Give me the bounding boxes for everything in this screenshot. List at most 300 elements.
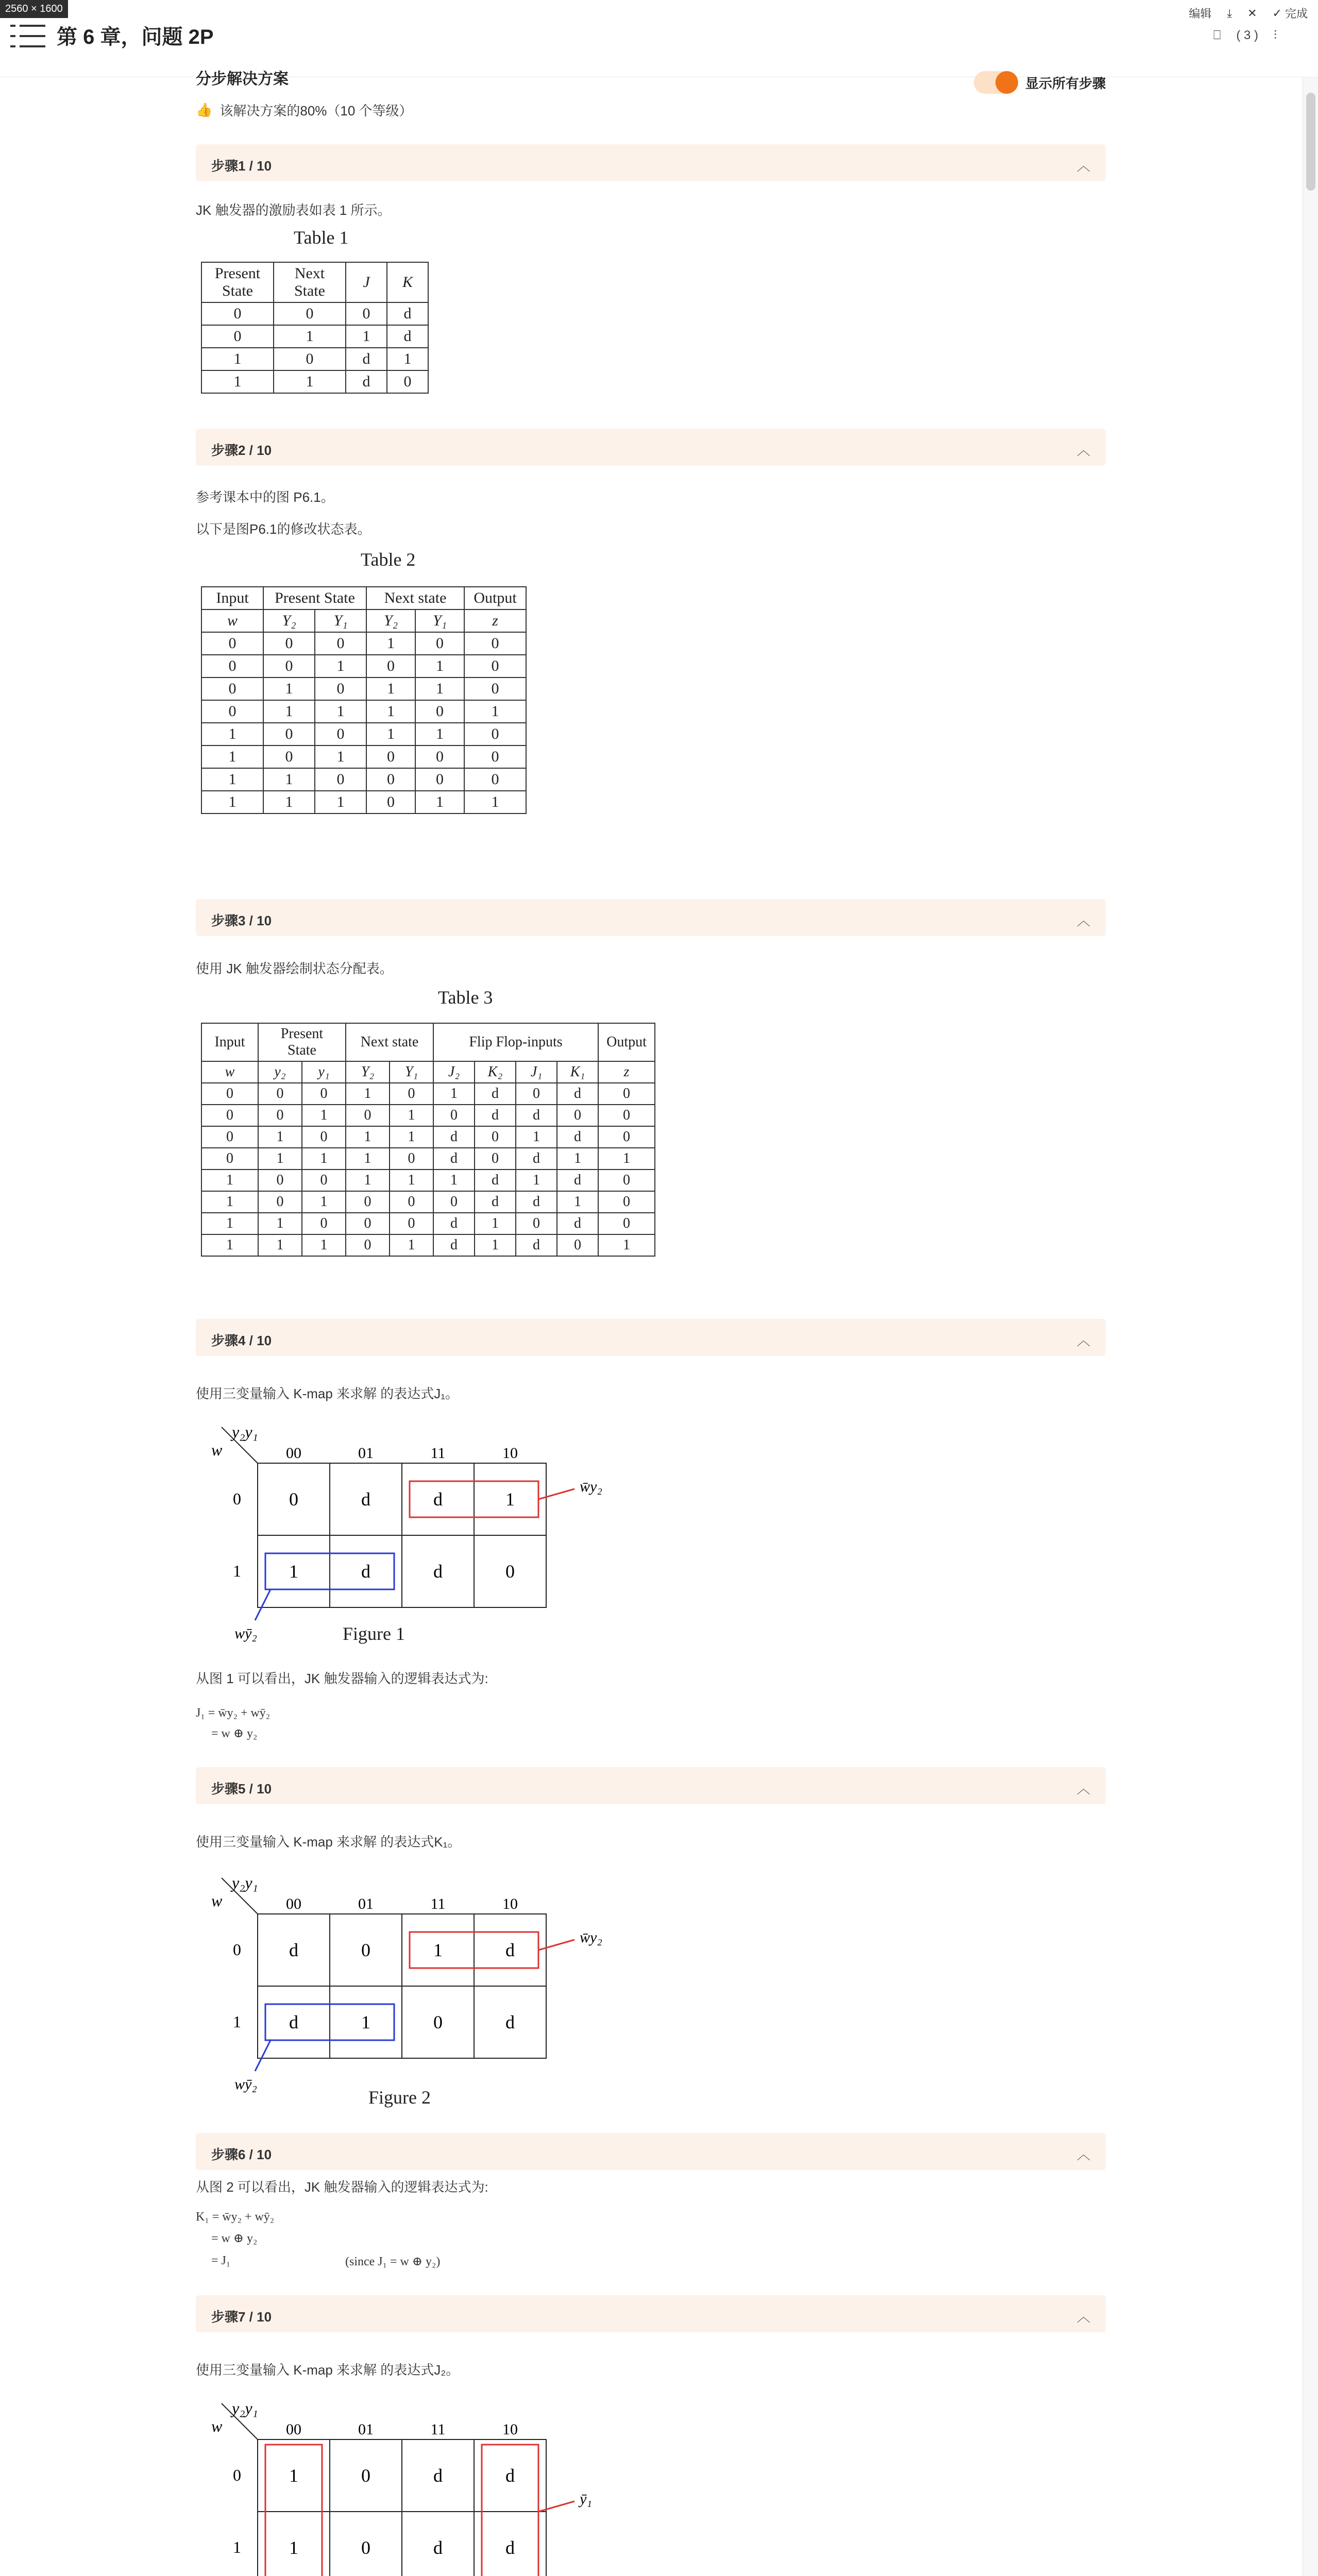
step-label: 步骤3 / 10 — [211, 913, 272, 928]
kmap-cell-value: d — [433, 2465, 443, 2486]
table-cell: d — [475, 1170, 516, 1191]
bookmark-icon[interactable]: ⎕ — [1213, 28, 1221, 42]
table-cell: d — [516, 1105, 557, 1126]
step-label: 步骤4 / 10 — [211, 1333, 272, 1348]
table-header: Present State — [201, 262, 274, 302]
table-caption: Table 1 — [294, 227, 349, 248]
kmap-row-header: 1 — [233, 2012, 241, 2031]
kmap-cell-value: 0 — [433, 2012, 443, 2032]
kmap-col-var: y₂y₁ — [232, 1422, 258, 1441]
table-cell: 1 — [201, 768, 263, 791]
table-cell: 0 — [598, 1105, 655, 1126]
kmap-cell-value: d — [505, 2537, 515, 2558]
table-row — [201, 700, 526, 723]
table-cell: 1 — [366, 700, 415, 723]
table-cell: 0 — [263, 632, 315, 655]
table-row — [201, 791, 526, 814]
table-2 — [201, 586, 527, 814]
table-header: Y₁ — [390, 1061, 433, 1083]
table-cell: 0 — [464, 632, 526, 655]
table-cell: 0 — [598, 1170, 655, 1191]
table-row — [201, 1234, 655, 1256]
table-cell: d — [557, 1170, 598, 1191]
chevron-up-icon[interactable]: ︿ — [1076, 158, 1090, 174]
rating-text: 该解决方案的80%（10 个等级） — [219, 103, 413, 118]
table-cell: 1 — [346, 325, 387, 348]
table-cell: 0 — [475, 1148, 516, 1170]
step-label: 步骤1 / 10 — [211, 158, 272, 174]
table-cell: 1 — [201, 745, 263, 768]
show-all-steps[interactable] — [974, 71, 1106, 94]
table-cell: 0 — [274, 302, 346, 325]
table-cell: 1 — [390, 1234, 433, 1256]
chevron-up-icon[interactable]: ︿ — [1076, 2147, 1090, 2162]
table-cell: 0 — [433, 1191, 475, 1213]
table-header: J₂ — [433, 1061, 475, 1083]
step-text: 从图 2 可以看出，JK 触发器输入的逻辑表达式为: — [196, 2179, 488, 2195]
table-cell: 0 — [315, 677, 366, 700]
table-cell: 0 — [366, 791, 415, 814]
kmap-cell-value: 0 — [361, 2537, 370, 2558]
kmap-figure-3 — [206, 2388, 639, 2576]
expression: = w ⊕ y₂ — [211, 1727, 258, 1740]
table-header: Present State — [263, 587, 366, 609]
step-text: 参考课本中的图 P6.1。 — [196, 489, 334, 505]
table-cell: 0 — [263, 745, 315, 768]
kmap-cell-value: 1 — [505, 1489, 515, 1510]
table-cell: 0 — [464, 677, 526, 700]
kmap-cell-value: d — [361, 1489, 370, 1510]
table-cell: 1 — [201, 791, 263, 814]
table-cell: 0 — [464, 745, 526, 768]
table-cell: 1 — [201, 723, 263, 745]
table-cell: 1 — [366, 723, 415, 745]
table-header: K₁ — [557, 1061, 598, 1083]
table-cell: 1 — [346, 1083, 390, 1105]
table-cell: 0 — [302, 1170, 346, 1191]
step-header-4[interactable] — [196, 1319, 1106, 1356]
kmap-cell-value: d — [505, 2012, 515, 2032]
edit-button[interactable] — [1189, 5, 1211, 21]
step-header-6[interactable] — [196, 2133, 1106, 2170]
table-cell: 0 — [390, 1191, 433, 1213]
table-cell: d — [433, 1126, 475, 1148]
kmap-row-header: 1 — [233, 2538, 241, 2556]
table-cell: 1 — [415, 791, 464, 814]
kmap-row-header: 0 — [233, 1940, 241, 1959]
kmap-col-header: 10 — [502, 2421, 518, 2438]
table-cell: 0 — [201, 677, 263, 700]
kmap-cell-value: 0 — [289, 1489, 298, 1510]
kmap-col-header: 01 — [358, 2421, 374, 2438]
table-cell: 0 — [475, 1126, 516, 1148]
table-header: Input — [201, 1023, 258, 1061]
table-cell: 0 — [201, 1083, 258, 1105]
kmap-col-header: 11 — [430, 1895, 446, 1912]
table-header: K₂ — [475, 1061, 516, 1083]
table-header: w — [201, 1061, 258, 1083]
table-row — [201, 1126, 655, 1148]
table-header: Next state — [366, 587, 464, 609]
table-cell: 0 — [390, 1083, 433, 1105]
table-cell: 0 — [315, 632, 366, 655]
table-cell: 1 — [258, 1213, 302, 1234]
table-cell: 1 — [201, 1191, 258, 1213]
step-label: 步骤5 / 10 — [211, 1781, 272, 1797]
table-cell: 1 — [315, 791, 366, 814]
table-row — [201, 745, 526, 768]
chevron-up-icon[interactable]: ︿ — [1076, 913, 1090, 928]
kmap-col-header: 10 — [502, 1445, 518, 1462]
table-header: Present State — [258, 1023, 346, 1061]
table-cell: 1 — [302, 1191, 346, 1213]
table-row — [201, 1083, 655, 1105]
table-cell: 0 — [258, 1105, 302, 1126]
table-cell: 0 — [263, 655, 315, 677]
table-caption: Table 3 — [438, 987, 493, 1008]
table-cell: 1 — [201, 370, 274, 393]
table-cell: d — [387, 325, 428, 348]
secondary-toolbar — [1213, 28, 1277, 43]
table-row — [201, 632, 526, 655]
kmap-group-label: wȳ₂ — [234, 2076, 257, 2093]
table-cell: 0 — [201, 632, 263, 655]
step-text: 从图 1 可以看出，JK 触发器输入的逻辑表达式为: — [196, 1671, 488, 1686]
table-cell: 0 — [263, 723, 315, 745]
page-indicator: ( 3 ) — [1236, 28, 1258, 42]
step-header-5[interactable] — [196, 1767, 1106, 1804]
table-header: Y₂ — [263, 609, 315, 632]
table-header: Next State — [274, 262, 346, 302]
table-cell: 0 — [464, 768, 526, 791]
solution-heading: 分步解决方案 — [196, 71, 289, 88]
show-all-steps-toggle[interactable] — [974, 71, 1018, 94]
table-cell: 1 — [201, 1170, 258, 1191]
table-cell: 0 — [201, 655, 263, 677]
kmap-arrow — [538, 1940, 574, 1950]
table-cell: 1 — [302, 1105, 346, 1126]
solution-rating — [196, 100, 413, 120]
table-cell: d — [475, 1083, 516, 1105]
step-label: 步骤2 / 10 — [211, 443, 272, 458]
table-cell: d — [346, 370, 387, 393]
table-cell: 1 — [258, 1148, 302, 1170]
table-cell: 1 — [387, 348, 428, 370]
download-icon[interactable]: ⤓ — [1227, 6, 1232, 20]
table-header: z — [464, 609, 526, 632]
table-cell: 1 — [263, 791, 315, 814]
table-cell: 0 — [598, 1191, 655, 1213]
step-text: 使用三变量输入 K-map 来求解 的表达式K₁。 — [196, 1834, 461, 1850]
table-cell: 1 — [263, 700, 315, 723]
table-cell: 0 — [557, 1105, 598, 1126]
table-header: K — [387, 262, 428, 302]
table-cell: 0 — [302, 1213, 346, 1234]
table-header: y₁ — [302, 1061, 346, 1083]
table-cell: 1 — [415, 723, 464, 745]
table-cell: 1 — [415, 655, 464, 677]
table-cell: 0 — [464, 723, 526, 745]
kmap-cell-value: d — [505, 2465, 515, 2486]
split-view-icon[interactable]: ⫶ — [1274, 28, 1277, 42]
table-header: J — [346, 262, 387, 302]
kmap-arrow — [538, 2501, 574, 2512]
table-cell: 0 — [557, 1234, 598, 1256]
kmap-cell-value: 0 — [361, 2465, 370, 2486]
chevron-up-icon[interactable]: ︿ — [1076, 1781, 1090, 1797]
table-row — [201, 677, 526, 700]
expression: = J₁ — [211, 2254, 231, 2267]
scroll-thumb[interactable] — [1306, 93, 1315, 191]
scrollbar[interactable] — [1303, 77, 1318, 2576]
kmap-group-label: w̄y₂ — [580, 1929, 602, 1946]
kmap-arrow — [538, 1489, 574, 1499]
kmap-cell-value: d — [289, 1940, 298, 1960]
kmap-cell-value: 1 — [433, 1940, 443, 1960]
step-label: 步骤6 / 10 — [211, 2147, 272, 2162]
kmap-cell-value: 1 — [289, 2537, 298, 2558]
kmap-row-var: w — [211, 1891, 223, 1910]
table-row — [201, 1148, 655, 1170]
kmap-row-header: 0 — [233, 2466, 241, 2484]
table-cell: 0 — [201, 1105, 258, 1126]
table-cell: 0 — [315, 723, 366, 745]
table-3 — [201, 1023, 655, 1257]
table-cell: 0 — [346, 1191, 390, 1213]
step-header-7[interactable] — [196, 2295, 1106, 2332]
kmap-group-label: ȳ₁ — [580, 2490, 592, 2507]
check-icon: ✓ — [1272, 6, 1282, 20]
chevron-up-icon[interactable]: ︿ — [1076, 2309, 1090, 2325]
table-cell: d — [387, 302, 428, 325]
table-cell: d — [516, 1191, 557, 1213]
kmap-col-header: 11 — [430, 1445, 446, 1462]
table-cell: 1 — [258, 1126, 302, 1148]
kmap-cell-value: 1 — [289, 1561, 298, 1582]
kmap-col-var: y₂y₁ — [232, 1873, 258, 1892]
table-cell: 1 — [598, 1234, 655, 1256]
table-cell: 1 — [475, 1234, 516, 1256]
table-header: Input — [201, 587, 263, 609]
table-cell: 0 — [274, 348, 346, 370]
menu-icon[interactable] — [10, 21, 46, 52]
table-row — [201, 723, 526, 745]
table-header: Output — [598, 1023, 655, 1061]
table-cell: 1 — [390, 1126, 433, 1148]
table-cell: 0 — [390, 1148, 433, 1170]
kmap-cell-value: 1 — [289, 2465, 298, 2486]
table-cell: 0 — [258, 1191, 302, 1213]
table-cell: 1 — [346, 1148, 390, 1170]
thumbs-up-icon[interactable]: 👍 — [196, 102, 213, 117]
table-header: Output — [464, 587, 526, 609]
table-cell: 0 — [346, 1105, 390, 1126]
table-cell: 0 — [366, 768, 415, 791]
table-row — [201, 768, 526, 791]
table-header: Y₂ — [366, 609, 415, 632]
step-header-3[interactable] — [196, 899, 1106, 936]
step-label: 步骤7 / 10 — [211, 2309, 272, 2325]
table-cell: 1 — [415, 677, 464, 700]
table-header: y₂ — [258, 1061, 302, 1083]
expression: K₁ = w̄y₂ + wȳ₂ — [196, 2210, 275, 2224]
table-cell: 0 — [516, 1083, 557, 1105]
size-badge: 2560 × 1600 — [0, 0, 68, 18]
table-cell: 0 — [433, 1105, 475, 1126]
table-cell: 0 — [366, 655, 415, 677]
table-cell: 0 — [258, 1083, 302, 1105]
kmap-col-header: 00 — [286, 1895, 301, 1912]
table-cell: 1 — [366, 632, 415, 655]
table-cell: 0 — [302, 1126, 346, 1148]
table-cell: 0 — [516, 1213, 557, 1234]
table-cell: 0 — [201, 700, 263, 723]
table-cell: 0 — [201, 1148, 258, 1170]
step-text: 使用三变量输入 K-map 来求解 的表达式J₁。 — [196, 1386, 459, 1401]
step-header-1[interactable] — [196, 144, 1106, 181]
table-cell: d — [475, 1105, 516, 1126]
kmap-cell-value: 0 — [361, 1940, 370, 1960]
table-header: w — [201, 609, 263, 632]
table-cell: 1 — [557, 1148, 598, 1170]
kmap-cell-value: d — [361, 1561, 370, 1582]
kmap-cell-value: d — [433, 1561, 443, 1582]
table-cell: 1 — [274, 370, 346, 393]
kmap-group-label: w̄y₂ — [580, 1478, 602, 1495]
table-cell: 0 — [415, 632, 464, 655]
table-header: J₁ — [516, 1061, 557, 1083]
kmap-row-var: w — [211, 1440, 223, 1459]
table-cell: 1 — [464, 700, 526, 723]
table-cell: 1 — [390, 1170, 433, 1191]
kmap-figure-2 — [206, 1862, 618, 2093]
kmap-col-header: 01 — [358, 1895, 374, 1912]
table-cell: 0 — [346, 1234, 390, 1256]
table-cell: 0 — [390, 1213, 433, 1234]
table-row — [201, 1170, 655, 1191]
kmap-cell-value: 0 — [505, 1561, 515, 1582]
table-cell: 1 — [433, 1170, 475, 1191]
table-cell: 0 — [415, 745, 464, 768]
table-cell: 0 — [415, 700, 464, 723]
table-cell: 0 — [201, 1126, 258, 1148]
kmap-row-header: 1 — [233, 1562, 241, 1580]
kmap-cell-value: d — [433, 2537, 443, 2558]
table-cell: 1 — [302, 1234, 346, 1256]
step-text: 使用三变量输入 K-map 来求解 的表达式J₂。 — [196, 2362, 460, 2378]
table-cell: 0 — [366, 745, 415, 768]
close-icon[interactable]: ✕ — [1247, 6, 1257, 20]
table-cell: 0 — [464, 655, 526, 677]
kmap-row-var: w — [211, 2417, 223, 2435]
table-caption: Table 2 — [361, 549, 416, 570]
table-cell: d — [557, 1213, 598, 1234]
table-header: Flip Flop-inputs — [433, 1023, 598, 1061]
table-cell: d — [433, 1234, 475, 1256]
chevron-up-icon[interactable]: ︿ — [1076, 1333, 1090, 1348]
table-cell: d — [516, 1234, 557, 1256]
table-cell: 1 — [302, 1148, 346, 1170]
table-cell: 1 — [274, 325, 346, 348]
table-cell: 1 — [258, 1234, 302, 1256]
step-text: JK 触发器的激励表如表 1 所示。 — [196, 202, 391, 218]
table-cell: d — [433, 1213, 475, 1234]
table-cell: 1 — [433, 1083, 475, 1105]
kmap-col-header: 10 — [502, 1895, 518, 1912]
table-cell: 1 — [464, 791, 526, 814]
expression: J₁ = w̄y₂ + wȳ₂ — [196, 1706, 271, 1720]
done-button[interactable] — [1273, 5, 1308, 21]
kmap-col-var: y₂y₁ — [232, 2399, 258, 2417]
step-text: 使用 JK 触发器绘制状态分配表。 — [196, 961, 393, 976]
chevron-up-icon[interactable]: ︿ — [1076, 443, 1090, 458]
table-cell: 0 — [346, 302, 387, 325]
toggle-label: 显示所有步骤 — [1025, 75, 1106, 91]
table-header: z — [598, 1061, 655, 1083]
table-row — [201, 1105, 655, 1126]
kmap-cell-value: d — [433, 1489, 443, 1510]
table-cell: 0 — [258, 1170, 302, 1191]
table-cell: 1 — [263, 768, 315, 791]
table-cell: 0 — [201, 302, 274, 325]
expression: (since J₁ = w ⊕ y₂) — [345, 2255, 441, 2268]
kmap-col-header: 00 — [286, 2421, 301, 2438]
table-cell: 1 — [315, 655, 366, 677]
table-cell: 1 — [598, 1148, 655, 1170]
done-label: 完成 — [1285, 7, 1308, 20]
table-cell: 1 — [201, 348, 274, 370]
table-cell: 1 — [516, 1170, 557, 1191]
table-cell: 0 — [201, 325, 274, 348]
table-cell: 1 — [390, 1105, 433, 1126]
table-cell: 1 — [516, 1126, 557, 1148]
table-cell: d — [433, 1148, 475, 1170]
table-cell: 0 — [598, 1213, 655, 1234]
table-header: Y₁ — [415, 609, 464, 632]
table-cell: 1 — [557, 1191, 598, 1213]
edit-label: 编辑 — [1189, 7, 1212, 20]
kmap-col-header: 11 — [430, 2421, 446, 2438]
table-cell: 1 — [201, 1234, 258, 1256]
table-cell: d — [557, 1083, 598, 1105]
expression: = w ⊕ y₂ — [211, 2232, 258, 2245]
table-cell: 0 — [346, 1213, 390, 1234]
table-row — [201, 1213, 655, 1234]
table-cell: 0 — [598, 1126, 655, 1148]
table-row — [201, 655, 526, 677]
table-1 — [201, 262, 429, 394]
kmap-cell-value: 1 — [361, 2012, 370, 2032]
table-header: Next state — [346, 1023, 433, 1061]
table-header: Y₁ — [315, 609, 366, 632]
table-cell: 1 — [366, 677, 415, 700]
kmap-row-header: 0 — [233, 1489, 241, 1508]
table-cell: d — [557, 1126, 598, 1148]
kmap-cell-value: d — [505, 1940, 515, 1960]
kmap-col-header: 00 — [286, 1445, 301, 1462]
step-text: 以下是图P6.1的修改状态表。 — [196, 521, 371, 537]
table-row — [201, 1191, 655, 1213]
figure-caption: Figure 1 — [343, 1623, 405, 1644]
step-header-2[interactable] — [196, 429, 1106, 466]
table-cell: 1 — [346, 1170, 390, 1191]
table-cell: 1 — [201, 1213, 258, 1234]
kmap-col-header: 01 — [358, 1445, 374, 1462]
table-cell: 0 — [302, 1083, 346, 1105]
top-toolbar — [1189, 5, 1308, 21]
figure-caption: Figure 2 — [368, 2087, 431, 2108]
table-cell: 0 — [598, 1083, 655, 1105]
